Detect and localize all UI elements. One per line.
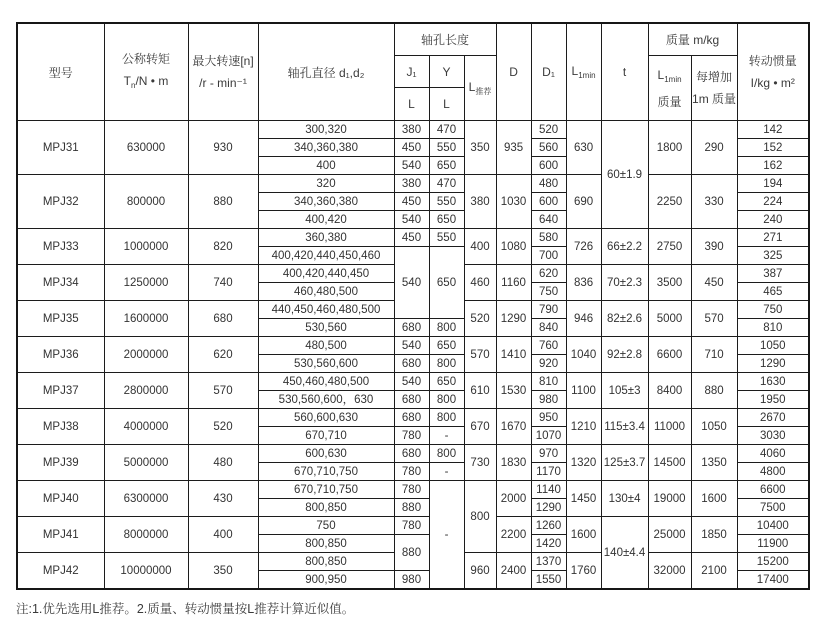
cell-lrec: 520	[464, 301, 496, 337]
cell-torque: 10000000	[104, 553, 188, 590]
cell-t: 92±2.8	[601, 337, 648, 373]
cell-i: 3030	[737, 427, 809, 445]
cell-D: 935	[496, 121, 531, 175]
cell-i: 17400	[737, 571, 809, 590]
table-row	[17, 517, 809, 535]
col-header-bore-diameter: 轴孔直径 d₁,d₂	[258, 23, 394, 121]
cell-i: 271	[737, 229, 809, 247]
cell-d: 400	[258, 157, 394, 175]
cell-d: 340,360,380	[258, 193, 394, 211]
cell-d: 480,500	[258, 337, 394, 355]
table-body	[17, 121, 809, 590]
cell-m2: 1600	[691, 481, 737, 517]
cell-l1min: 1210	[566, 409, 601, 445]
cell-l1min: 726	[566, 229, 601, 265]
cell-D1: 700	[531, 247, 566, 265]
cell-D1: 840	[531, 319, 566, 337]
cell-i: 387	[737, 265, 809, 283]
cell-j1: 450	[394, 193, 429, 211]
cell-D1: 640	[531, 211, 566, 229]
cell-D1: 580	[531, 229, 566, 247]
cell-D1: 920	[531, 355, 566, 373]
cell-D: 1530	[496, 373, 531, 409]
spec-table-container	[16, 22, 810, 590]
cell-j1: 680	[394, 391, 429, 409]
cell-m1: 25000	[648, 517, 691, 553]
cell-speed: 880	[188, 175, 258, 229]
cell-j1: 680	[394, 409, 429, 427]
cell-j1: 540	[394, 157, 429, 175]
cell-d: 670,710	[258, 427, 394, 445]
cell-j1: 380	[394, 121, 429, 139]
cell-m2: 880	[691, 373, 737, 409]
cell-d: 320	[258, 175, 394, 193]
l1min-mass-label: 质量	[657, 94, 682, 109]
cell-i: 224	[737, 193, 809, 211]
cell-D1: 1290	[531, 499, 566, 517]
col-group-mass: 质量 m/kg	[648, 23, 737, 56]
cell-i: 4060	[737, 445, 809, 463]
col-header-D: D	[496, 23, 531, 121]
cell-d: 400,420,440,450,460	[258, 247, 394, 265]
cell-m1: 3500	[648, 265, 691, 301]
cell-i: 142	[737, 121, 809, 139]
cell-i: 240	[737, 211, 809, 229]
cell-lrec: 800	[464, 481, 496, 553]
cell-speed: 740	[188, 265, 258, 301]
cell-l1min: 1100	[566, 373, 601, 409]
cell-m1: 2750	[648, 229, 691, 265]
cell-d: 460,480,500	[258, 283, 394, 301]
cell-l1min: 630	[566, 121, 601, 175]
cell-d: 800,850	[258, 499, 394, 517]
table-header	[17, 23, 809, 121]
col-header-torque	[104, 23, 188, 121]
cell-d: 670,710,750	[258, 463, 394, 481]
cell-m2: 1350	[691, 445, 737, 481]
cell-j1: 680	[394, 355, 429, 373]
cell-model: MPJ32	[17, 175, 104, 229]
cell-j1: 450	[394, 229, 429, 247]
cell-model: MPJ31	[17, 121, 104, 175]
cell-m2: 290	[691, 121, 737, 175]
cell-D1: 1260	[531, 517, 566, 535]
cell-D1: 520	[531, 121, 566, 139]
cell-speed: 570	[188, 373, 258, 409]
cell-y: 550	[429, 193, 464, 211]
cell-t: 70±2.3	[601, 265, 648, 301]
cell-y: 650	[429, 157, 464, 175]
cell-D1: 1070	[531, 427, 566, 445]
inertia-unit: I/kg • m²	[750, 76, 795, 90]
cell-D1: 980	[531, 391, 566, 409]
cell-lrec: 380	[464, 175, 496, 229]
cell-i: 4800	[737, 463, 809, 481]
cell-m2: 330	[691, 175, 737, 229]
cell-i: 1050	[737, 337, 809, 355]
cell-j1: 780	[394, 427, 429, 445]
cell-D: 1160	[496, 265, 531, 301]
cell-j1: 540	[394, 211, 429, 229]
cell-i: 1290	[737, 355, 809, 373]
speed-label: 最大转速[n]	[192, 54, 254, 68]
cell-y: 800	[429, 409, 464, 427]
coupling-spec-table	[16, 22, 810, 590]
cell-D1: 560	[531, 139, 566, 157]
cell-d: 800,850	[258, 553, 394, 571]
cell-speed: 680	[188, 301, 258, 337]
cell-y: 800	[429, 319, 464, 337]
cell-speed: 820	[188, 229, 258, 265]
cell-i: 750	[737, 301, 809, 319]
cell-m1: 8400	[648, 373, 691, 409]
cell-m1: 6600	[648, 337, 691, 373]
cell-i: 1950	[737, 391, 809, 409]
cell-l1min: 1320	[566, 445, 601, 481]
table-row	[17, 229, 809, 247]
cell-torque: 4000000	[104, 409, 188, 445]
torque-label: 公称转矩	[121, 51, 170, 66]
cell-i: 465	[737, 283, 809, 301]
cell-d: 530,560,600	[258, 355, 394, 373]
cell-D1: 1420	[531, 535, 566, 553]
cell-d: 340,360,380	[258, 139, 394, 157]
speed-unit: /r - min⁻¹	[199, 76, 247, 90]
cell-t: 66±2.2	[601, 229, 648, 265]
col-header-per-meter-mass	[691, 56, 737, 121]
cell-m1: 2250	[648, 175, 691, 229]
cell-d: 560,600,630	[258, 409, 394, 427]
cell-D: 1670	[496, 409, 531, 445]
col-header-Y: Y	[429, 56, 464, 88]
cell-torque: 2000000	[104, 337, 188, 373]
cell-torque: 1250000	[104, 265, 188, 301]
cell-lrec: 350	[464, 121, 496, 175]
cell-D1: 1170	[531, 463, 566, 481]
col-header-J1-L: L	[394, 88, 429, 121]
cell-lrec: 610	[464, 373, 496, 409]
cell-speed: 400	[188, 517, 258, 553]
cell-m2: 2100	[691, 553, 737, 590]
cell-i: 162	[737, 157, 809, 175]
col-header-model: 型号	[17, 23, 104, 121]
table-row	[17, 337, 809, 355]
cell-l1min: 1450	[566, 481, 601, 517]
per-meter-label-2: 1m 质量	[692, 92, 737, 106]
cell-j1: 780	[394, 517, 429, 535]
cell-model: MPJ39	[17, 445, 104, 481]
cell-j1: 880	[394, 535, 429, 571]
col-header-J1: J₁	[394, 56, 429, 88]
cell-j1: 540	[394, 373, 429, 391]
cell-m2: 1050	[691, 409, 737, 445]
col-group-bore-length: 轴孔长度	[394, 23, 496, 56]
cell-j1: 680	[394, 319, 429, 337]
cell-speed: 520	[188, 409, 258, 445]
cell-D: 2000	[496, 481, 531, 517]
cell-D1: 620	[531, 265, 566, 283]
cell-i: 6600	[737, 481, 809, 499]
cell-y: 650	[429, 247, 464, 319]
cell-i: 15200	[737, 553, 809, 571]
cell-lrec: 730	[464, 445, 496, 481]
cell-y: -	[429, 481, 464, 590]
col-header-t: t	[601, 23, 648, 121]
cell-D1: 810	[531, 373, 566, 391]
cell-D: 2400	[496, 553, 531, 590]
col-header-max-speed	[188, 23, 258, 121]
cell-m1: 14500	[648, 445, 691, 481]
cell-y: 650	[429, 211, 464, 229]
cell-y: 800	[429, 445, 464, 463]
cell-t: 82±2.6	[601, 301, 648, 337]
cell-D1: 600	[531, 157, 566, 175]
cell-D: 1080	[496, 229, 531, 265]
col-header-L-recommended: $L_{推荐}$	[464, 56, 496, 121]
cell-D1: 1370	[531, 553, 566, 571]
cell-l1min: 1760	[566, 553, 601, 590]
cell-d: 670,710,750	[258, 481, 394, 499]
cell-i: 10400	[737, 517, 809, 535]
col-header-D1: D₁	[531, 23, 566, 121]
cell-j1: 780	[394, 463, 429, 481]
col-header-inertia	[737, 23, 809, 121]
footnote: 注:1.优先选用L推荐。2.质量、转动惯量按L推荐计算近似值。	[16, 602, 355, 616]
cell-model: MPJ35	[17, 301, 104, 337]
cell-i: 1630	[737, 373, 809, 391]
cell-j1: 880	[394, 499, 429, 517]
cell-i: 152	[737, 139, 809, 157]
cell-y: 470	[429, 121, 464, 139]
cell-d: 600,630	[258, 445, 394, 463]
cell-d: 400,420	[258, 211, 394, 229]
cell-l1min: 1600	[566, 517, 601, 553]
cell-D1: 790	[531, 301, 566, 319]
cell-speed: 350	[188, 553, 258, 590]
cell-t: 115±3.4	[601, 409, 648, 445]
cell-D1: 760	[531, 337, 566, 355]
cell-model: MPJ40	[17, 481, 104, 517]
cell-i: 2670	[737, 409, 809, 427]
col-header-L1min: $L_{1min}$	[566, 23, 601, 121]
cell-speed: 620	[188, 337, 258, 373]
cell-d: 400,420,440,450	[258, 265, 394, 283]
cell-lrec: 670	[464, 409, 496, 445]
torque-symbol: $T_n/N$ • m	[123, 73, 169, 90]
table-row	[17, 481, 809, 499]
cell-D1: 600	[531, 193, 566, 211]
cell-torque: 630000	[104, 121, 188, 175]
cell-d: 530,560	[258, 319, 394, 337]
cell-speed: 930	[188, 121, 258, 175]
cell-model: MPJ33	[17, 229, 104, 265]
cell-i: 325	[737, 247, 809, 265]
cell-m1: 5000	[648, 301, 691, 337]
cell-d: 800,850	[258, 535, 394, 553]
cell-torque: 8000000	[104, 517, 188, 553]
cell-i: 194	[737, 175, 809, 193]
table-row	[17, 175, 809, 193]
cell-m1: 32000	[648, 553, 691, 590]
cell-y: 470	[429, 175, 464, 193]
cell-j1: 540	[394, 247, 429, 319]
cell-D: 2200	[496, 517, 531, 553]
cell-y: -	[429, 463, 464, 481]
cell-j1: 780	[394, 481, 429, 499]
cell-D1: 480	[531, 175, 566, 193]
cell-l1min: 690	[566, 175, 601, 229]
cell-m2: 570	[691, 301, 737, 337]
cell-D: 1830	[496, 445, 531, 481]
cell-t: 60±1.9	[601, 121, 648, 229]
cell-model: MPJ36	[17, 337, 104, 373]
cell-D1: 950	[531, 409, 566, 427]
cell-D1: 1550	[531, 571, 566, 590]
cell-t: 130±4	[601, 481, 648, 517]
l1min-mass-symbol: $L_{1min}$	[657, 67, 682, 84]
cell-y: 650	[429, 337, 464, 355]
cell-D: 1290	[496, 301, 531, 337]
cell-t: 140±4.4	[601, 517, 648, 590]
cell-i: 11900	[737, 535, 809, 553]
cell-j1: 540	[394, 337, 429, 355]
cell-speed: 480	[188, 445, 258, 481]
per-meter-label-1: 每增加	[696, 70, 733, 84]
cell-lrec: 960	[464, 553, 496, 590]
table-row	[17, 373, 809, 391]
cell-model: MPJ34	[17, 265, 104, 301]
cell-D1: 1140	[531, 481, 566, 499]
col-header-Y-L: L	[429, 88, 464, 121]
table-row	[17, 445, 809, 463]
cell-m2: 710	[691, 337, 737, 373]
cell-d: 530,560,600，630	[258, 391, 394, 409]
cell-y: 550	[429, 229, 464, 247]
cell-i: 810	[737, 319, 809, 337]
cell-D1: 750	[531, 283, 566, 301]
col-header-L1min-mass	[648, 56, 691, 121]
cell-model: MPJ38	[17, 409, 104, 445]
cell-m1: 19000	[648, 481, 691, 517]
cell-torque: 2800000	[104, 373, 188, 409]
cell-j1: 380	[394, 175, 429, 193]
cell-y: -	[429, 427, 464, 445]
cell-torque: 5000000	[104, 445, 188, 481]
cell-l1min: 946	[566, 301, 601, 337]
table-row	[17, 121, 809, 139]
cell-torque: 1600000	[104, 301, 188, 337]
cell-D1: 970	[531, 445, 566, 463]
cell-y: 800	[429, 391, 464, 409]
cell-l1min: 836	[566, 265, 601, 301]
table-row	[17, 409, 809, 427]
cell-j1: 680	[394, 445, 429, 463]
cell-y: 800	[429, 355, 464, 373]
cell-m2: 1850	[691, 517, 737, 553]
cell-model: MPJ37	[17, 373, 104, 409]
cell-m2: 450	[691, 265, 737, 301]
cell-D: 1410	[496, 337, 531, 373]
cell-d: 750	[258, 517, 394, 535]
cell-D: 1030	[496, 175, 531, 229]
cell-t: 125±3.7	[601, 445, 648, 481]
cell-speed: 430	[188, 481, 258, 517]
cell-y: 650	[429, 373, 464, 391]
cell-d: 440,450,460,480,500	[258, 301, 394, 319]
cell-torque: 800000	[104, 175, 188, 229]
cell-d: 900,950	[258, 571, 394, 590]
cell-torque: 1000000	[104, 229, 188, 265]
cell-lrec: 400	[464, 229, 496, 265]
cell-m2: 390	[691, 229, 737, 265]
cell-d: 450,460,480,500	[258, 373, 394, 391]
cell-lrec: 460	[464, 265, 496, 301]
cell-model: MPJ41	[17, 517, 104, 553]
cell-d: 360,380	[258, 229, 394, 247]
cell-y: 550	[429, 139, 464, 157]
cell-lrec: 570	[464, 337, 496, 373]
inertia-label: 转动惯量	[748, 54, 797, 68]
cell-j1: 980	[394, 571, 429, 590]
cell-j1: 450	[394, 139, 429, 157]
cell-t: 105±3	[601, 373, 648, 409]
cell-l1min: 1040	[566, 337, 601, 373]
cell-m1: 1800	[648, 121, 691, 175]
cell-torque: 6300000	[104, 481, 188, 517]
cell-model: MPJ42	[17, 553, 104, 590]
cell-i: 7500	[737, 499, 809, 517]
cell-d: 300,320	[258, 121, 394, 139]
cell-m1: 11000	[648, 409, 691, 445]
